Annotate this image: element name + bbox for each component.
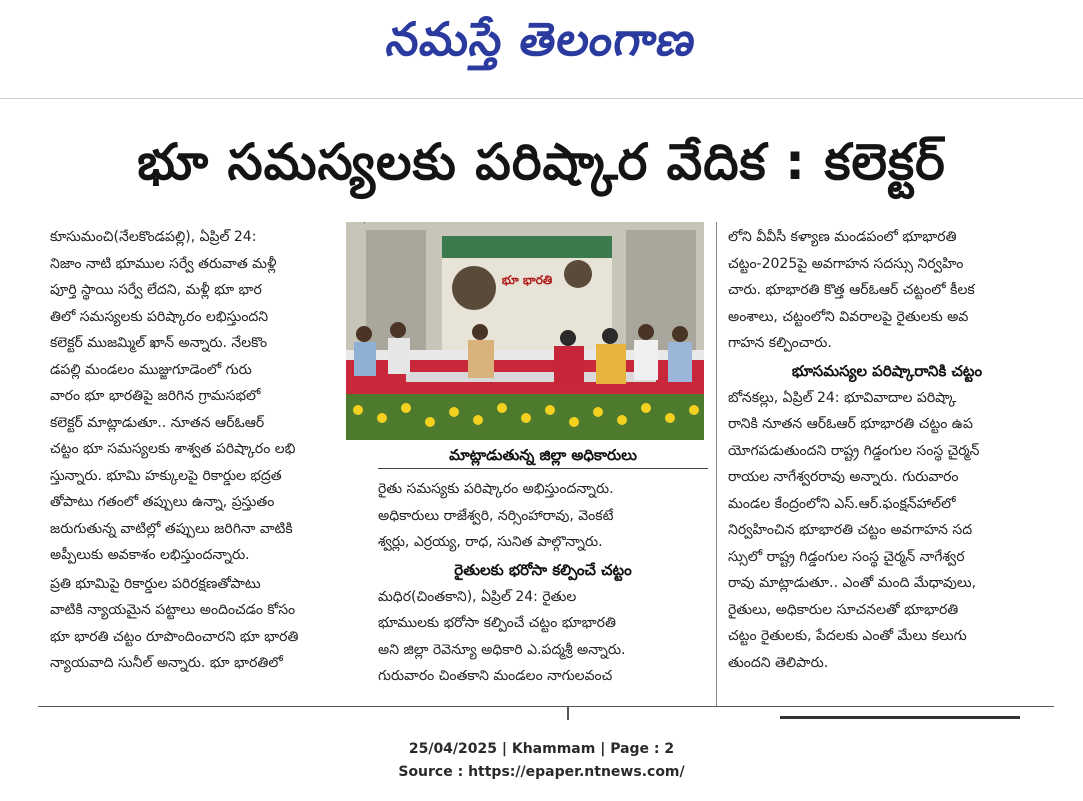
text-line: లోని వీవీసీ కళ్యాణ మండపంలో భూభారతి bbox=[728, 229, 957, 245]
column-divider-left bbox=[364, 222, 365, 224]
text-line: వాటికి న్యాయమైన పట్టాలు అందించడం కోసం bbox=[50, 602, 296, 618]
bottom-divider-tick bbox=[567, 706, 569, 720]
text-line: స్సులో రాష్ట్ర గిడ్డంగుల సంస్థ చైర్మన్ నాగేశ్వర bbox=[728, 548, 965, 565]
article-photo bbox=[346, 222, 704, 440]
column-divider-right bbox=[716, 222, 717, 706]
text-line: రాయల నాగేశ్వరరావు అన్నారు. గురువారం bbox=[728, 469, 959, 485]
text-line: చట్టం రైతులకు, పేదలకు ఎంతో మేలు కలుగు bbox=[728, 628, 967, 644]
photo-caption: మాట్లాడుతున్న జిల్లా అధికారులు bbox=[449, 446, 637, 464]
text-line: మండల కేంద్రంలోని ఎస్.ఆర్.ఫంక్షన్‌హాల్‌లో bbox=[728, 495, 956, 512]
masthead bbox=[0, 4, 1083, 78]
newspaper-logo-title: నమస్తే తెలంగాణ bbox=[383, 12, 700, 66]
text-line: తిలో సమస్యలకు పరిష్కారం లభిస్తుందని bbox=[50, 308, 269, 325]
next-article-edge bbox=[780, 716, 1020, 719]
text-line: ప్రతి భూమిపై రికార్డుల పరిరక్షణతోపాటు bbox=[50, 575, 261, 592]
middle-para-2 bbox=[378, 584, 708, 690]
text-line: తుందని తెలిపారు. bbox=[728, 654, 829, 671]
text-line: గాహన కల్పించారు. bbox=[728, 335, 832, 351]
masthead-divider bbox=[0, 98, 1083, 99]
text-line: చట్టం-2025పై అవగాహన సదస్సు నిర్వహిం bbox=[728, 255, 964, 272]
text-line: రైతు సమస్యకు పరిష్కారం అభిస్తుందన్నారు. bbox=[378, 481, 614, 497]
left-para-1 bbox=[50, 224, 350, 569]
left-column bbox=[50, 224, 350, 677]
text-line: పూర్తి స్థాయి సర్వే లేదని, మళ్లీ భూ భార bbox=[50, 282, 262, 298]
right-para-2 bbox=[728, 385, 1046, 677]
text-line: రైతులు, అధికారుల సూచనలతో భూభారతి bbox=[728, 601, 959, 618]
footer-date-edition: 25/04/2025 | Khammam | Page : 2 bbox=[408, 741, 675, 757]
right-subheading: భూసమస్యల పరిష్కారానికి చట్టం bbox=[791, 361, 983, 380]
text-line: తోపాటు గతంలో తప్పులు ఉన్నా, ప్రస్తుతం bbox=[50, 494, 275, 510]
right-para-1 bbox=[728, 224, 1046, 357]
text-line: శ్వర్లు, ఎర్రయ్య, రాధ, సునిత పాల్గొన్నారు. bbox=[378, 534, 603, 550]
text-line: వారం భూ భారతిపై జరిగిన గ్రామసభలో bbox=[50, 388, 261, 404]
text-line: మధిర(చింతకాని), ఏప్రిల్ 24: రైతుల bbox=[378, 588, 577, 605]
text-line: అధికారులు రాజేశ్వరి, నర్సింహారావు, వెంకటే bbox=[378, 507, 614, 524]
middle-column bbox=[378, 476, 708, 690]
text-line: బోనకల్లు, ఏప్రిల్ 24: భూవివాదాల పరిష్కా bbox=[728, 389, 957, 406]
text-line: చారు. భూభారతి కొత్త ఆర్ఓఆర్ చట్టంలో కీలక bbox=[728, 282, 975, 298]
article-headline: భూ సమస్యలకు పరిష్కార వేదిక : కలెక్టర్ bbox=[137, 133, 946, 191]
text-line: కలెక్టర్ ముజమ్మిల్ ఖాన్ అన్నారు. నేలకొం bbox=[50, 335, 268, 351]
text-line: అంశాలు, చట్టంలోని వివరాలపై రైతులకు అవ bbox=[728, 308, 969, 325]
text-line: రావు మాట్లాడుతూ.. ఎంతో మంది మేధావులు, bbox=[728, 575, 977, 591]
text-line: నిర్వహించిన భూభారతి చట్టం అవగాహన సద bbox=[728, 522, 973, 538]
text-line: గురువారం చింతకాని మండలం నాగులవంచ bbox=[378, 668, 613, 684]
text-line: రానికి నూతన ఆర్ఓఆర్ భూభారతి చట్టం ఉప bbox=[728, 416, 973, 432]
text-line: అప్పీలుకు అవకాశం లభిస్తుందన్నారు. bbox=[50, 547, 250, 563]
middle-para-1 bbox=[378, 476, 708, 556]
banner-text: భూ భారతి bbox=[501, 273, 553, 287]
bottom-divider bbox=[38, 706, 1054, 707]
text-line: యోగపడుతుందని రాష్ట్ర గిడ్డంగుల సంస్థ చైర్మన్ bbox=[728, 442, 980, 459]
text-line: న్యాయవాది సునీల్ అన్నారు. భూ భారతిలో bbox=[50, 655, 283, 671]
text-line: నిజాం నాటి భూముల సర్వే తరువాత మళ్లీ bbox=[50, 255, 277, 272]
text-line: కలెక్టర్ మాట్లాడుతూ.. నూతన ఆర్ఓఆర్ bbox=[50, 414, 265, 431]
footer-source[interactable]: Source : https://epaper.ntnews.com/ bbox=[398, 764, 685, 780]
right-column bbox=[728, 224, 1046, 676]
text-line: భూ భారతి చట్టం రూపొందించారని భూ భారతి bbox=[50, 628, 299, 645]
text-line: భూములకు భరోసా కల్పించే చట్టం భూభారతి bbox=[378, 615, 616, 631]
text-line: స్తున్నారు. భూమి హక్కులపై రికార్డుల భద్రత bbox=[50, 467, 282, 484]
middle-subheading: రైతులకు భరోసా కల్పించే చట్టం bbox=[454, 560, 632, 579]
left-para-2 bbox=[50, 571, 350, 677]
text-line: జరుగుతున్న వాటిల్లో తప్పులు జరిగినా వాటికి bbox=[50, 520, 293, 537]
text-line: డపల్లి మండలం ముజ్జుగూడెంలో గురు bbox=[50, 361, 252, 378]
event-stage-photo bbox=[346, 222, 704, 440]
text-line: చట్టం భూ సమస్యలకు శాశ్వత పరిష్కారం లభి bbox=[50, 441, 296, 457]
caption-divider bbox=[378, 468, 708, 469]
text-line: కూసుమంచి(నేలకొండపల్లి), ఏప్రిల్ 24: bbox=[50, 229, 257, 245]
text-line: అని జిల్లా రెవెన్యూ అధికారి ఎ.పద్మశ్రీ అన్నారు. bbox=[378, 641, 626, 658]
